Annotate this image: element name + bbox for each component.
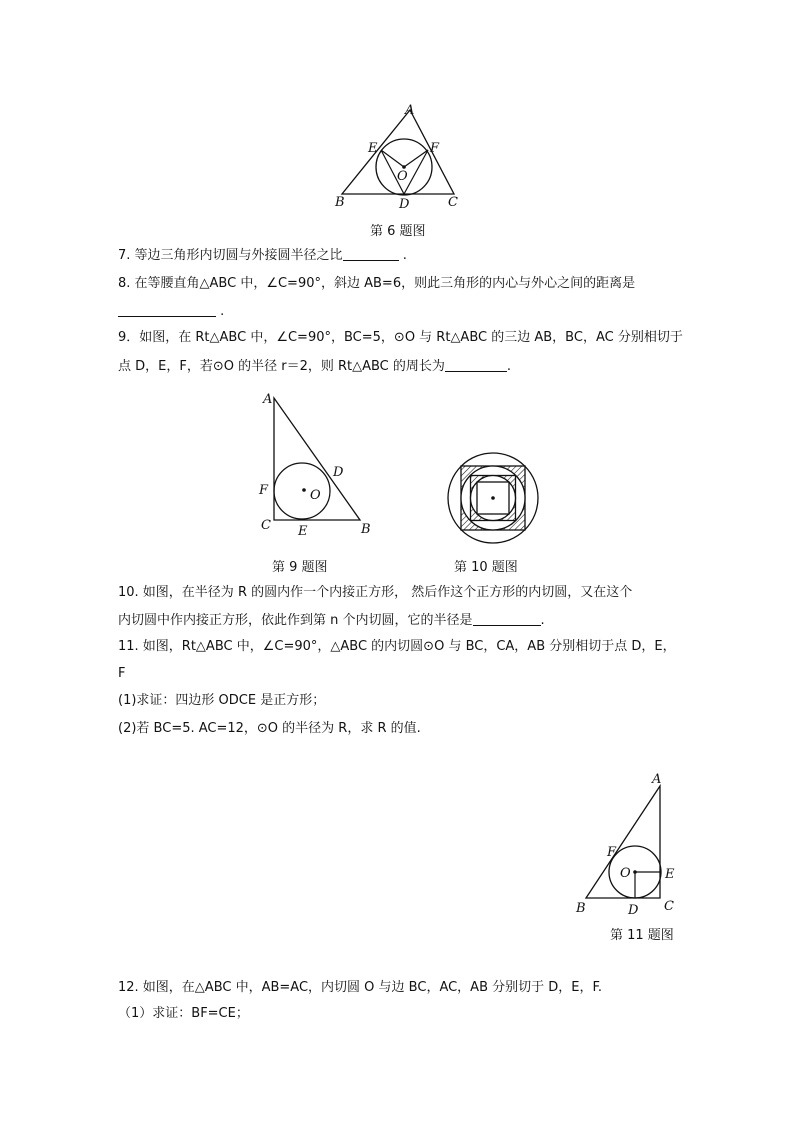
center-point xyxy=(633,870,637,874)
question-10-answer-blank[interactable] xyxy=(473,611,541,626)
center-point xyxy=(302,488,306,492)
question-8-tail: . xyxy=(220,304,225,319)
label-e: E xyxy=(368,141,378,156)
figure-10-diagram xyxy=(446,451,541,546)
figure-6-diagram xyxy=(330,100,470,210)
question-8-text: 8. 在等腰直角△ABC 中，∠C=90°，斜边 AB=6，则此三角形的内心与外心之间的距离是 xyxy=(118,276,636,291)
question-7-answer-blank[interactable] xyxy=(343,246,399,261)
label-c: C xyxy=(448,195,458,210)
question-10-text: 内切圆中作内接正方形，依此作到第 n 个内切圆，它的半径是 xyxy=(118,613,473,628)
figure-9-diagram xyxy=(255,385,385,540)
label-b: B xyxy=(576,901,586,916)
label-c: C xyxy=(261,518,271,533)
question-8 xyxy=(118,275,635,293)
figure-10 xyxy=(446,451,541,546)
question-10-tail: . xyxy=(540,613,545,628)
question-10-line-2 xyxy=(118,611,545,630)
inscribed-circle xyxy=(274,463,330,519)
center-point xyxy=(491,496,495,500)
label-d: D xyxy=(399,197,410,212)
question-10-line-1: 10. 如图，在半径为 R 的圆内作一个内接正方形， 然后作这个正方形的内切圆，又在这个 xyxy=(118,585,633,600)
label-f: F xyxy=(430,141,440,156)
question-9-answer-blank[interactable] xyxy=(445,357,507,372)
question-9-line-1: 9．如图，在 Rt△ABC 中，∠C=90°，BC=5，⊙O 与 Rt△ABC 的三边 AB，BC，AC 分别相切于 xyxy=(118,330,683,345)
label-o: O xyxy=(620,866,631,881)
question-12-part-1: （1）求证：BF=CE； xyxy=(118,1006,249,1021)
label-c: C xyxy=(664,899,674,914)
figure-9-caption: 第 9 题图 xyxy=(272,560,328,575)
question-7 xyxy=(118,246,407,265)
label-d: D xyxy=(333,465,344,480)
label-a: A xyxy=(263,392,273,407)
question-9-text: 点 D，E，F，若⊙O 的半径 r＝2，则 Rt△ABC 的周长为 xyxy=(118,359,445,374)
label-d: D xyxy=(628,903,639,918)
question-11-part-2: (2)若 BC=5. AC=12，⊙O 的半径为 R，求 R 的值. xyxy=(118,721,421,736)
triangle-abc xyxy=(586,786,660,898)
label-a: A xyxy=(652,772,662,787)
figure-9 xyxy=(255,385,385,540)
question-11-line-1: 11. 如图，Rt△ABC 中，∠C=90°，△ABC 的内切圆⊙O 与 BC，CA，AB 分别相切于点 D，E， xyxy=(118,639,676,654)
label-b: B xyxy=(361,522,371,537)
figure-6 xyxy=(330,100,470,210)
question-8-answer-line xyxy=(118,302,224,321)
figure-11-diagram xyxy=(570,766,690,916)
question-9-line-2 xyxy=(118,357,511,376)
label-o: O xyxy=(310,488,321,503)
label-f: F xyxy=(259,483,269,498)
label-f: F xyxy=(607,845,617,860)
label-a: A xyxy=(405,103,415,118)
segment-oe xyxy=(381,150,404,167)
label-o: O xyxy=(397,169,408,184)
question-12-line-1: 12. 如图，在△ABC 中，AB=AC，内切圆 O 与边 BC，AC，AB 分别切于 D，E，F. xyxy=(118,980,603,995)
figure-10-caption: 第 10 题图 xyxy=(454,560,518,575)
figure-11-caption: 第 11 题图 xyxy=(610,928,674,943)
question-11-line-2: F xyxy=(118,666,126,681)
label-e: E xyxy=(665,867,675,882)
label-b: B xyxy=(335,195,345,210)
question-7-text: 7. 等边三角形内切圆与外接圆半径之比 xyxy=(118,248,343,263)
question-7-tail: . xyxy=(402,248,407,263)
segment-of xyxy=(404,150,428,167)
question-9-tail: . xyxy=(506,359,512,374)
figure-6-caption: 第 6 题图 xyxy=(370,224,426,239)
question-8-answer-blank[interactable] xyxy=(118,302,216,317)
figure-11 xyxy=(570,766,690,916)
label-e: E xyxy=(298,524,308,539)
question-11-part-1: (1)求证：四边形 ODCE 是正方形； xyxy=(118,693,326,708)
